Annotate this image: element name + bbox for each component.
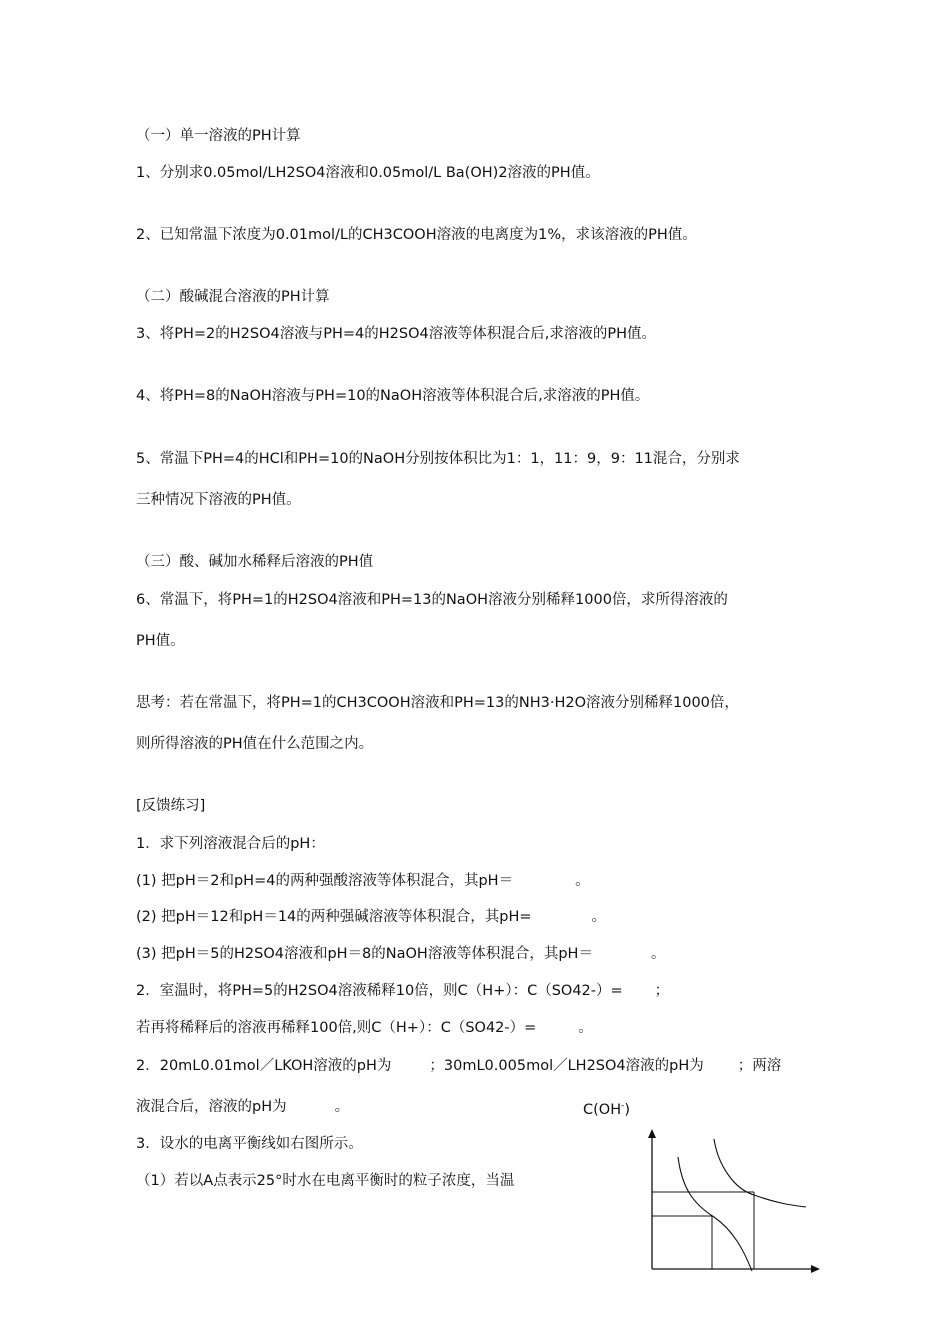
feedback-q1-3-text: (3) 把pH＝5的H2SO4溶液和pH＝8的NaOH溶液等体积混合，其pH＝ — [136, 946, 593, 962]
feedback-q3b-text: 液混合后，溶液的pH为 — [136, 1099, 287, 1115]
feedback-q1-1-end: 。 — [575, 873, 590, 889]
feedback-q3-line-2 — [136, 1097, 349, 1117]
figure-y-label-end: ) — [624, 1101, 631, 1118]
feedback-q2b-end: 。 — [578, 1020, 593, 1036]
figure-y-label-sup: - — [621, 1101, 625, 1111]
feedback-q2-line-2 — [136, 1018, 593, 1038]
feedback-q3-text-b: ；30mL0.005mol／LH2SO4溶液的pH为 — [429, 1058, 704, 1074]
think-line-2: 则所得溶液的PH值在什么范围之内。 — [136, 736, 374, 752]
figure-y-label-text: C(OH — [583, 1101, 622, 1118]
question-3: 3、将PH=2的H2SO4溶液与PH=4的H2SO4溶液等体积混合后,求溶液的PH值。 — [136, 326, 656, 342]
water-ionization-diagram — [630, 1125, 830, 1275]
question-1: 1、分别求0.05mol/LH2SO4溶液和0.05mol/L Ba(OH)2溶液的PH值。 — [136, 165, 600, 181]
feedback-q3-text-a: 2．20mL0.01mol／LKOH溶液的pH为 — [136, 1058, 392, 1074]
question-2: 2、已知常温下浓度为0.01mol/L的CH3COOH溶液的电离度为1%，求该溶液的PH值。 — [136, 227, 697, 243]
feedback-q1-1-text: (1) 把pH＝2和pH=4的两种强酸溶液等体积混合，其pH＝ — [136, 873, 514, 889]
question-6-line-2: PH值。 — [136, 633, 185, 649]
isotherm-curve-outer — [714, 1139, 806, 1207]
section-title-3: （三）酸、碱加水稀释后溶液的PH值 — [136, 554, 374, 570]
feedback-q2-text: 2．室温时，将PH=5的H2SO4溶液稀释10倍，则C（H+）：C（SO42-）= — [136, 983, 623, 999]
question-4: 4、将PH=8的NaOH溶液与PH=10的NaOH溶液等体积混合后,求溶液的PH值。 — [136, 388, 650, 404]
feedback-q1-1 — [136, 871, 590, 891]
question-5-line-1: 5、常温下PH=4的HCl和PH=10的NaOH分别按体积比为1：1，11：9，9：11混合，分别求 — [136, 451, 740, 467]
section-title-1: （一）单一溶液的PH计算 — [136, 128, 301, 144]
x-axis-arrow — [811, 1265, 820, 1273]
think-line-1: 思考：若在常温下，将PH=1的CH3COOH溶液和PH=13的NH3·H2O溶液分别稀释1000倍， — [136, 695, 739, 711]
feedback-q4: 3．设水的电离平衡线如右图所示。 — [136, 1136, 363, 1152]
isotherm-curve-inner — [678, 1157, 752, 1271]
y-axis-arrow — [648, 1129, 656, 1138]
feedback-q2-end: ； — [654, 983, 670, 999]
figure-y-label — [583, 1096, 630, 1120]
section-title-2: （二）酸碱混合溶液的PH计算 — [136, 289, 330, 305]
feedback-q3-text-c: ；两溶 — [737, 1058, 782, 1074]
question-5-line-2: 三种情况下溶液的PH值。 — [136, 492, 301, 508]
feedback-q1-3 — [136, 944, 665, 964]
feedback-q1-2-text: (2) 把pH＝12和pH＝14的两种强碱溶液等体积混合，其pH= — [136, 909, 532, 925]
feedback-q1-2 — [136, 907, 606, 927]
question-6-line-1: 6、常温下，将PH=1的H2SO4溶液和PH=13的NaOH溶液分别稀释1000倍，求所得溶液的 — [136, 592, 728, 608]
feedback-q1: 1．求下列溶液混合后的pH： — [136, 836, 325, 852]
feedback-q2-line-1 — [136, 981, 669, 1001]
feedback-q2b-text: 若再将稀释后的溶液再稀释100倍,则C（H+）：C（SO42-）= — [136, 1020, 537, 1036]
feedback-q4-1: （1）若以A点表示25°时水在电离平衡时的粒子浓度，当温 — [136, 1173, 515, 1189]
feedback-q1-3-end: 。 — [650, 946, 666, 962]
feedback-q3b-end: 。 — [334, 1099, 350, 1115]
feedback-title: [反馈练习] — [136, 798, 206, 814]
feedback-q3-line-1 — [136, 1056, 781, 1076]
feedback-q1-2-end: 。 — [591, 909, 607, 925]
